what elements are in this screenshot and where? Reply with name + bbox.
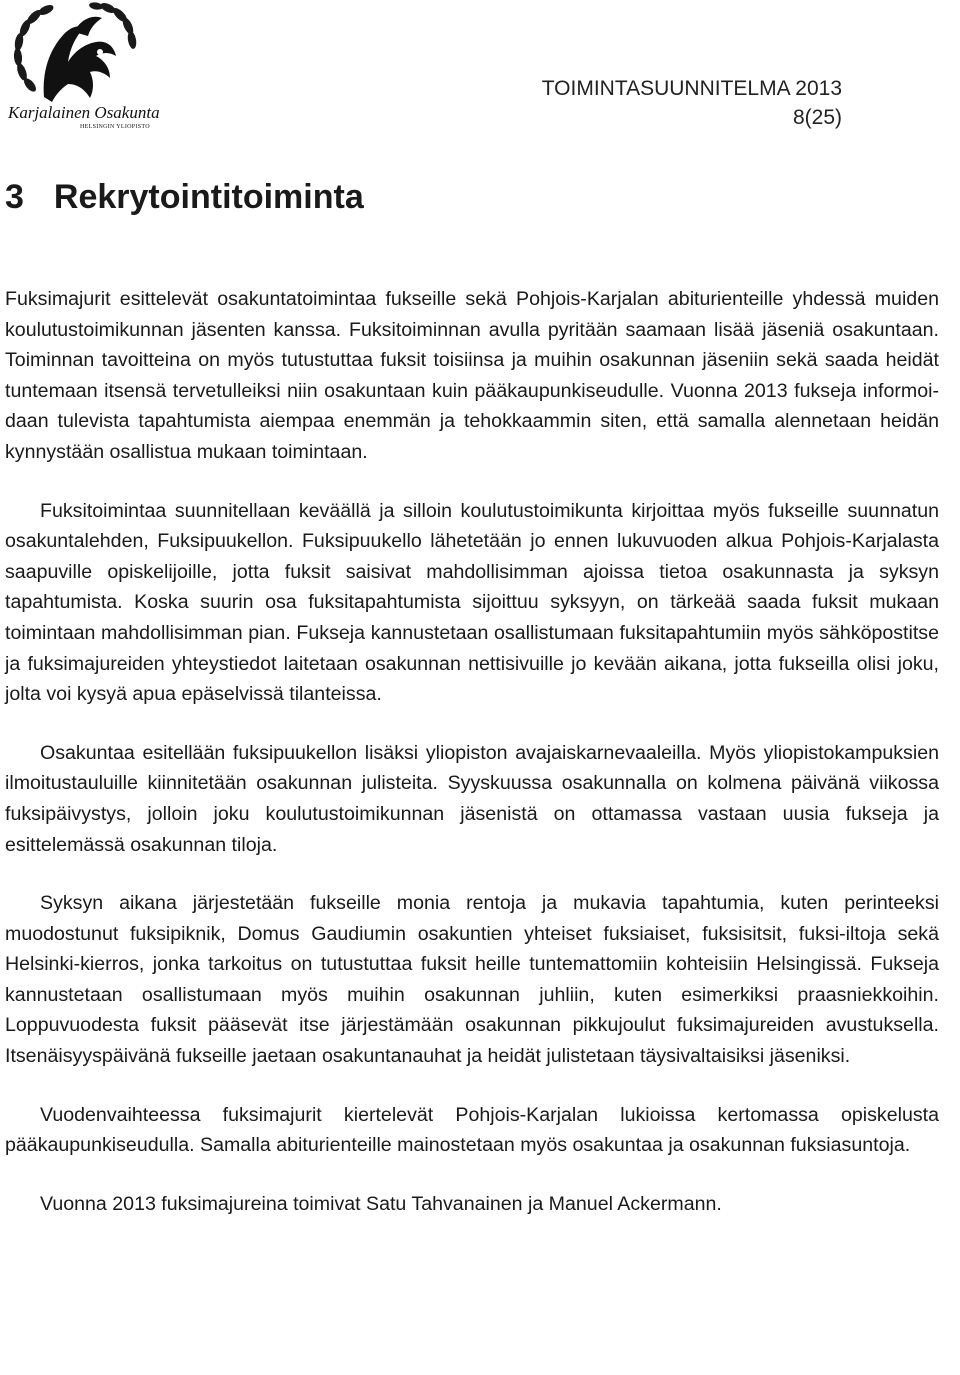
body-text: [5, 284, 939, 1247]
paragraph: Fuksitoimintaa suunnitellaan keväällä ja silloin koulutustoimikunta kirjoittaa myös fukseille suunnatun osakuntalehden, Fuksipuukellon. Fuksipuukello lähetetään jo ennen lukuvuoden alkua Pohjois-Karjalasta saapuville opiskelijoille, jotta fuksit saisivat mahdollisimman ajoissa tietoa osakunnasta ja syksyn tapahtumista. Koska suurin osa fuksitapahtumista sijoittuu syksyyn, on tärkeää saada fuksit mukaan toimintaan mahdollisimman pian. Fukseja kannustetaan osallistumaan fuksitapahtumiin myös sähköpostitse ja fuksimajureiden yhteystiedot laitetaan osakunnan nettisivuille jo kevään aikana, jotta fukseilla olisi joku, jolta voi kysyä apua epäselvissä tilanteissa.: [5, 499, 939, 706]
chapter-heading: [5, 178, 364, 217]
paragraph: Osakuntaa esitellään fuksipuukellon lisäksi yliopiston avajaiskarnevaaleilla. Myös yliopistokampuksien ilmoitustauluille kiinnitetään osakunnan julisteita. Syyskuussa osakunnalla on kolmena päivänä viikossa fuksipäivystys, jolloin joku koulutustoimikunnan jäsenistä on ottamassa vastaan uusia fukseja ja esittelemässä osakunnan tiloja.: [5, 741, 939, 856]
paragraph: Vuonna 2013 fuksimajureina toimivat Satu Tahvanainen ja Manuel Ackermann.: [40, 1192, 722, 1215]
page-header: [542, 74, 842, 132]
chapter-number: 3: [5, 178, 24, 216]
document-title: TOIMINTASUUNNITELMA 2013: [541, 77, 842, 100]
paragraph: Syksyn aikana järjestetään fukseille monia rentoja ja mukavia tapahtumia, kuten perinteeksi muodostunut fuksipiknik, Domus Gaudiumin osakuntien yhteiset fuksiaiset, fuksisitsit, fuksi-iltoja sekä Helsinki-kierros, jonka tarkoitus on tutustuttaa fuksit heille tuntemattomiin kohteisiin Helsingissä. Fukseja kannustetaan osallistumaan myös muihin osakunnan juhliin, kuten esimerkiksi praasniekkoihin. Loppuvuodesta fuksit pääsevät itse järjestämään osakunnan pikkujoulut fuksimajureiden avustuksella. Itsenäisyyspäivänä fukseille jaetaan osakuntanauhat ja heidät julistetaan täysivaltaisiksi jäseniksi.: [5, 892, 939, 1068]
logo-script-name: Karjalainen Osakunta: [8, 103, 160, 122]
paragraph: Vuodenvaihteessa fuksimajurit kiertelevät Pohjois-Karjalan lukioissa kertomassa opiskelusta pääkaupunkiseudulla. Samalla abiturienteille mainostetaan myös osakuntaa ja osakunnan fuksiasuntoja.: [5, 1103, 939, 1157]
paragraph: Fuksimajurit esittelevät osakuntatoimintaa fukseille sekä Pohjois-Karjalan abiturienteille yhdessä muiden koulutustoimikunnan jäsenten kanssa. Fuksitoiminnan avulla pyritään saamaan lisää jäseniä osakuntaan. Toiminnan tavoitteina on myös tutustuttaa fuksit toisiinsa ja muihin osakunnan jäseniin sekä saada heidät tuntemaan itsensä tervetulleiksi niin osakuntaan kuin pääkaupunkiseudulle. Vuonna 2013 fukseja informoidaan tulevista tapahtumista aiempaa enemmän ja tehokkaammin siten, että samalla alennetaan heidän kynnystään osallistua mukaan toimintaan.: [5, 288, 939, 463]
logo-subtitle: HELSINGIN YLIOPISTO: [80, 124, 150, 130]
emblem-figure-icon: [44, 17, 116, 102]
chapter-title: Rekrytointitoiminta: [53, 178, 364, 216]
page-number: 8(25): [792, 106, 842, 129]
osakunta-logo: [4, 2, 160, 130]
